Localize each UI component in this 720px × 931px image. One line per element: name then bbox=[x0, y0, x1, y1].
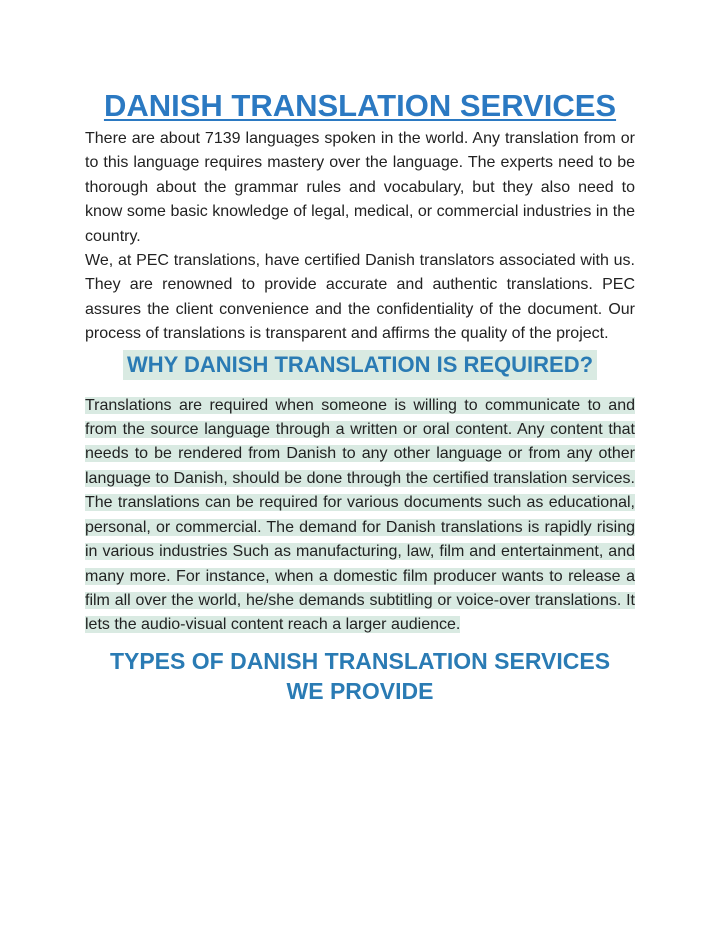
types-heading-line-2: WE PROVIDE bbox=[286, 677, 434, 704]
intro-paragraph-2: We, at PEC translations, have certified Danish translators associated with us. They are renowned to provide accurate and authentic translations. PEC assures the client convenience and the confidentiality of the document. Our process of translations is transparent and affirms the quality of the project. bbox=[85, 252, 635, 343]
types-heading-line-1: TYPES OF DANISH TRANSLATION SERVICES bbox=[109, 647, 611, 674]
why-section-heading: WHY DANISH TRANSLATION IS REQUIRED? bbox=[123, 350, 597, 380]
why-section-text: Translations are required when someone is willing to communicate to and from the source language through a written or oral content. Any content that needs to be rendered from Danish to any other language or from any other language to Danish, should be done through the certified translation services. The translations can be required for various documents such as educational, personal, or commercial. The demand for Danish translations is rapidly rising in various industries Such as manufacturing, law, film and entertainment, and many more. For instance, when a domestic film producer wants to release a film all over the world, he/she demands subtitling or voice-over translations. It lets the audio-visual content reach a larger audience. bbox=[85, 396, 635, 634]
document-content bbox=[85, 88, 635, 706]
page-title: DANISH TRANSLATION SERVICES bbox=[103, 88, 617, 123]
types-section-heading bbox=[85, 646, 635, 706]
why-section-body bbox=[85, 394, 635, 638]
intro-paragraph-1: There are about 7139 languages spoken in the world. Any translation from or to this language requires mastery over the language. The experts need to be thorough about the grammar rules and vocabulary, but they also need to know some basic knowledge of legal, medical, or commercial industries in the country. bbox=[85, 130, 635, 245]
why-heading-wrapper bbox=[85, 350, 635, 380]
